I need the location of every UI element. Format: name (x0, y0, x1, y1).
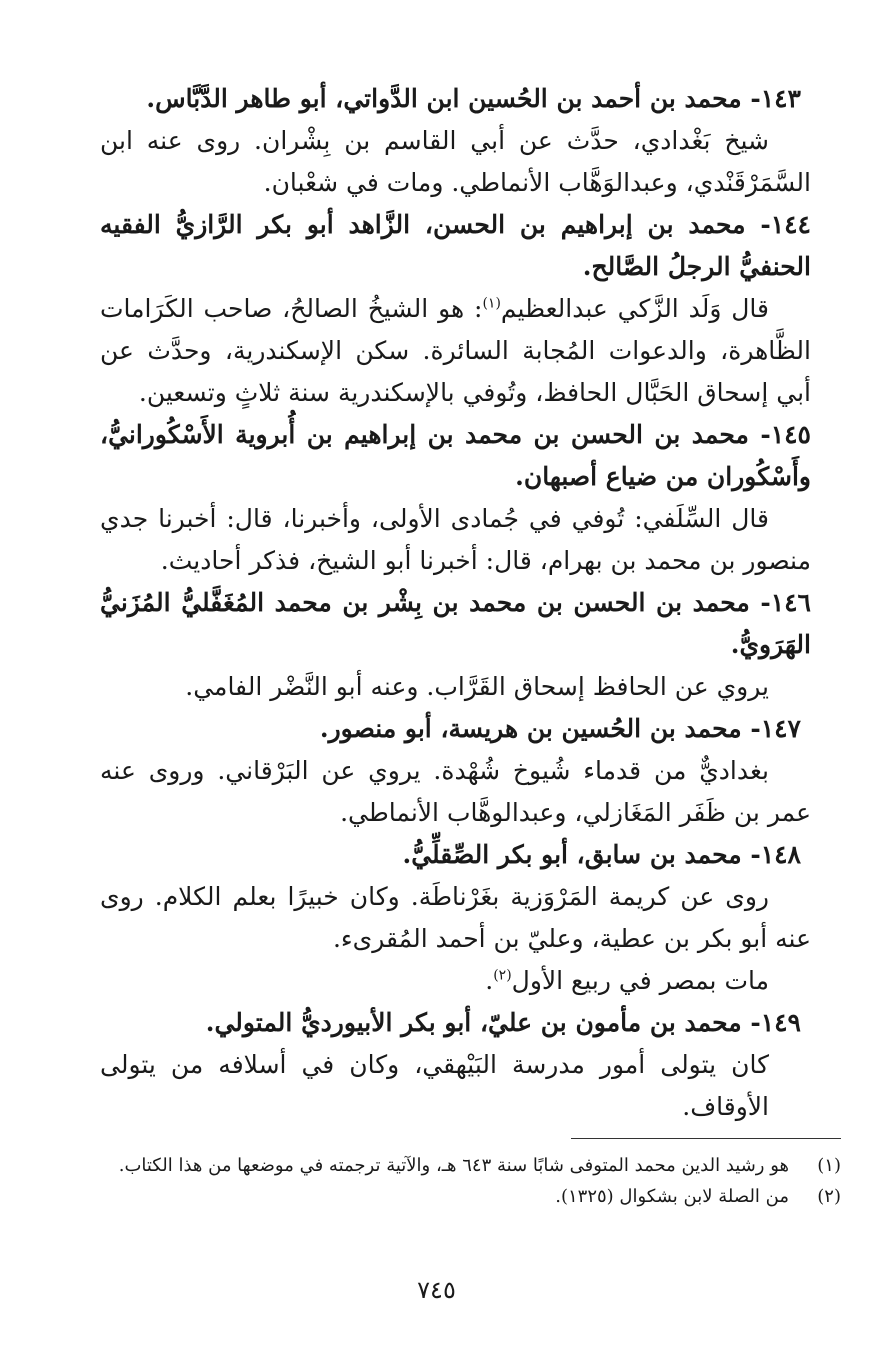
footnote-2 (70, 1181, 841, 1212)
entry-title: ١٤٩- محمد بن مأمون بن عليّ، أبو بكر الأبيورديُّ المتولي. (205, 1008, 801, 1037)
entry-text: قال وَلَد الزَّكي عبدالعظيم (500, 294, 769, 323)
entry-body: يروي عن الحافظ إسحاق القَرَّاب. وعنه أبو النَّضْر الفامي. (185, 672, 769, 701)
footnote-divider (571, 1138, 841, 1139)
entry-text: قال السِّلَفي: تُوفي في جُمادى الأولى، وأخبرنا، قال: أخبرنا جدي منصور بن محمد بن بهرام، قال: أخبرنا أبو الشيخ، فذكر أحاديث. (100, 504, 811, 575)
entry-text: بغداديٌّ من قدماء شُيوخ شُهْدة. يروي عن البَرْقاني. وروى عنه عمر بن ظَفَر المَغَازلي، وعبدالوهَّاب الأنماطي. (100, 756, 811, 827)
entry-text: روى عن كريمة المَرْوَزية بغَرْناطَة. وكان خبيرًا بعلم الكلام. روى عنه أبو بكر بن عطية، وعليّ بن أحمد المُقرىء. (100, 882, 811, 953)
entry-body-extra (100, 960, 811, 1002)
entry-title: ١٤٣- محمد بن أحمد بن الحُسين ابن الدَّواتي، أبو طاهر الدَّبَّاس. (146, 84, 801, 113)
entry-146 (100, 582, 811, 708)
entry-148 (100, 834, 811, 1002)
entry-title: ١٤٦- محمد بن الحسن بن محمد بن بِشْر بن محمد المُغَفَّليُّ المُزَنيُّ الهَرَويُّ. (100, 588, 811, 659)
entry-body: كان يتولى أمور مدرسة البَيْهقي، وكان في أسلافه من يتولى الأوقاف. (100, 1050, 769, 1121)
entry-extra-text: مات بمصر في ربيع الأول (511, 966, 769, 995)
entry-144 (100, 204, 811, 414)
entry-body (100, 120, 811, 204)
entries-list (100, 78, 811, 1128)
entry-title: ١٤٧- محمد بن الحُسين بن هريسة، أبو منصور. (319, 714, 801, 743)
entry-149 (100, 1002, 811, 1128)
footnote-ref-1[interactable]: (١) (482, 295, 501, 312)
entry-147 (100, 708, 811, 834)
entry-body (100, 876, 811, 960)
page-number: ٧٤٥ (417, 1276, 456, 1304)
entry-extra-end: . (485, 966, 494, 995)
footnote-number: (٢) (817, 1186, 841, 1207)
footnote-1 (70, 1150, 841, 1181)
entry-body (100, 288, 811, 414)
entry-145 (100, 414, 811, 582)
entry-text: شيخ بَغْدادي، حدَّث عن أبي القاسم بن بِشْران. روى عنه ابن السَّمَرْقَنْدي، وعبدالوَهَّاب الأنماطي. ومات في شعْبان. (100, 126, 811, 197)
entry-title: ١٤٨- محمد بن سابق، أبو بكر الصِّقلِّيُّ. (402, 840, 801, 869)
footnote-text: من الصلة لابن بشكوال (١٣٢٥). (555, 1186, 789, 1207)
footnote-text: هو رشيد الدين محمد المتوفى شابًا سنة ٦٤٣ هـ، والآتية ترجمته في موضعها من هذا الكتاب. (118, 1155, 789, 1176)
footnote-number: (١) (817, 1155, 841, 1176)
entry-title: ١٤٤- محمد بن إبراهيم بن الحسن، الزَّاهد أبو بكر الرَّازيُّ الفقيه الحنفيُّ الرجلُ الصَّالح. (100, 210, 811, 281)
entry-text-continued: : هو الشيخُ الصالحُ، صاحب الكَرَامات الظَّاهرة، والدعوات المُجابة السائرة. سكن الإسكندرية، وحدَّث عن أبي إسحاق الحَبَّال الحافظ، وتُوفي بالإسكندرية سنة ثلاثٍ وتسعين. (100, 294, 811, 407)
entry-body (100, 750, 811, 834)
footnotes (70, 1150, 841, 1212)
entry-143 (100, 78, 811, 204)
footnote-ref-2[interactable]: (٢) (493, 967, 512, 984)
entry-body (100, 498, 811, 582)
entry-title: ١٤٥- محمد بن الحسن بن محمد بن إبراهيم بن أُبروية الأَسْكُورانيُّ، وأَسْكُوران من ضياع أصبهان. (100, 420, 811, 491)
